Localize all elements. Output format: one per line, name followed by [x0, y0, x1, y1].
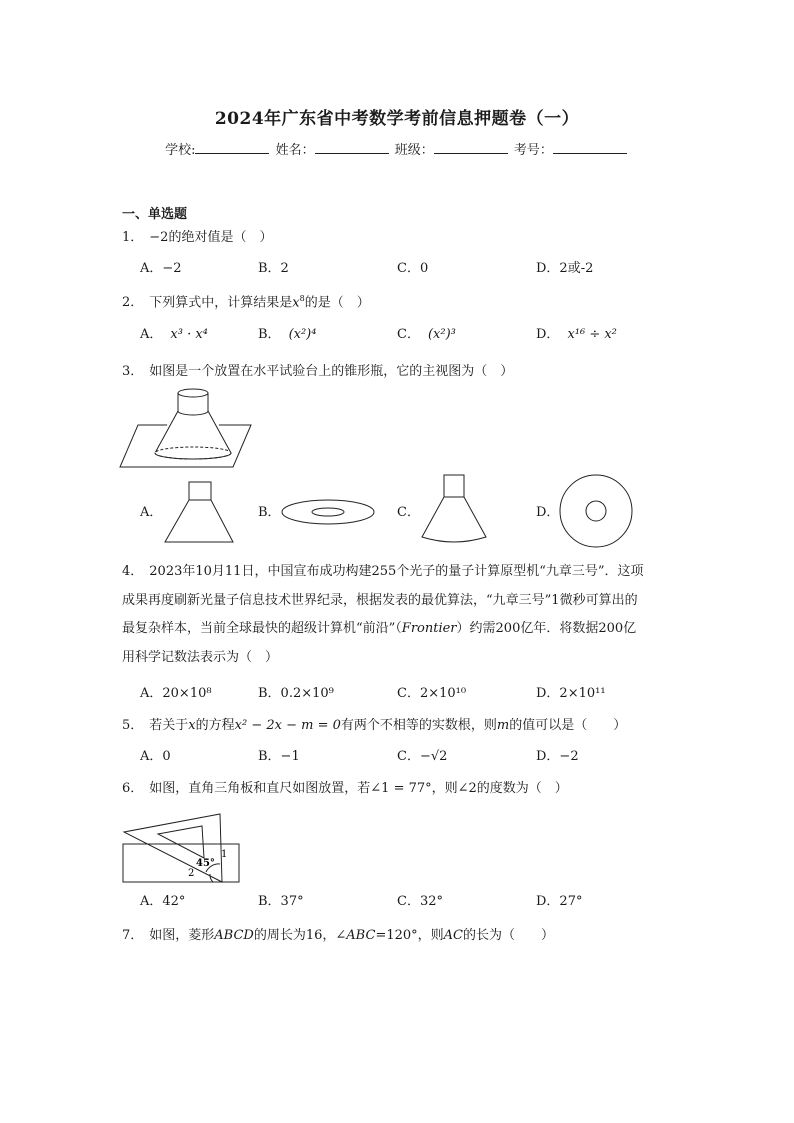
- question-text: 最复杂样本，当前全球最快的超级计算机“前沿”（: [122, 621, 402, 636]
- math-var: AC: [443, 928, 463, 943]
- q4-option-a[interactable]: A．20×10⁸: [140, 686, 212, 701]
- question-text: 2023年10月11日，中国宣布成功构建255个光子的量子计算原型机“九章三号”．这项: [149, 564, 644, 579]
- q2-option-d[interactable]: [536, 325, 617, 345]
- angle-2-label: 2: [188, 868, 195, 879]
- question-number: 4．: [122, 564, 144, 579]
- option-letter: C．: [397, 327, 420, 342]
- question-text: 如图，直角三角板和直尺如图放置，若∠1 = 77°，则∠2的度数为（ ）: [149, 781, 568, 796]
- page-title: 2024年广东省中考数学考前信息押题卷（一）: [214, 109, 580, 129]
- question-3: [122, 362, 513, 382]
- option-letter: B．: [258, 327, 281, 342]
- q3-option-b[interactable]: B．: [258, 505, 281, 520]
- option-c-sector-figure[interactable]: [418, 473, 490, 545]
- q3-option-a[interactable]: A．: [140, 505, 163, 520]
- math-var: x: [188, 718, 196, 733]
- q6-option-b[interactable]: B．37°: [258, 894, 304, 909]
- q4-option-c[interactable]: C．2×10¹⁰: [397, 686, 467, 701]
- q1-option-a[interactable]: A．−2: [140, 261, 182, 276]
- question-text: 的方程: [195, 718, 235, 733]
- school-blank[interactable]: [195, 141, 269, 154]
- q4-option-d[interactable]: D．2×10¹¹: [536, 686, 606, 701]
- question-1: [122, 228, 272, 248]
- question-number: 5．: [122, 718, 144, 733]
- q1-option-b[interactable]: B．2: [258, 261, 289, 276]
- math-exponent: 8: [299, 294, 305, 303]
- q5-option-b[interactable]: B．−1: [258, 749, 300, 764]
- question-text: ）约需200亿年．将数据200亿: [456, 621, 637, 636]
- q3-option-d[interactable]: D．: [536, 505, 560, 520]
- q2-option-a[interactable]: [140, 325, 208, 345]
- question-text-italic: Frontier: [401, 621, 457, 636]
- question-number: 6．: [122, 781, 144, 796]
- q1-option-c[interactable]: C．0: [397, 261, 429, 276]
- question-2: [122, 289, 370, 313]
- question-text: =120°，则: [375, 928, 444, 943]
- question-text: 下列算式中，计算结果是: [149, 295, 293, 311]
- class-blank[interactable]: [434, 141, 508, 154]
- question-text: 若关于: [149, 718, 189, 733]
- question-text: 的是（ ）: [304, 295, 370, 311]
- question-number: 1．: [122, 230, 144, 245]
- exam-no-label: 考号：: [513, 143, 553, 158]
- section-title: 一、单选题: [122, 207, 188, 222]
- question-number: 2．: [122, 295, 144, 311]
- math-equation: x² − 2x − m = 0: [234, 718, 341, 733]
- math-var: ABC: [346, 928, 376, 943]
- math-var: ABCD: [214, 928, 254, 943]
- question-7: [122, 926, 554, 946]
- question-text: 用科学记数法表示为（ ）: [122, 649, 279, 665]
- student-info-line: [0, 139, 794, 158]
- question-text: 的值可以是（ ）: [509, 718, 627, 733]
- q6-option-a[interactable]: A．42°: [140, 894, 186, 909]
- q5-option-c[interactable]: C．−√2: [397, 749, 448, 764]
- question-5: [122, 716, 626, 736]
- option-a-trapezoid-figure[interactable]: [163, 480, 235, 544]
- question-text: 的周长为16，∠: [253, 928, 347, 943]
- q2-option-c[interactable]: [397, 325, 456, 345]
- q4-option-b[interactable]: B．0.2×10⁹: [258, 686, 334, 701]
- q5-option-d[interactable]: D．−2: [536, 749, 579, 764]
- q6-option-c[interactable]: C．32°: [397, 894, 443, 909]
- question-number: 3．: [122, 364, 144, 379]
- school-label: 学校:: [165, 143, 196, 158]
- q6-option-d[interactable]: D．27°: [536, 894, 583, 909]
- question-text: 有两个不相等的实数根，则: [340, 718, 497, 733]
- question-number: 7．: [122, 928, 144, 943]
- option-expr: (x²)⁴: [288, 327, 317, 342]
- q2-option-b[interactable]: [258, 325, 316, 345]
- option-letter: D．: [536, 327, 560, 342]
- question-text: −2的绝对值是（ ）: [149, 230, 273, 245]
- option-b-ellipse-figure[interactable]: [280, 496, 376, 528]
- option-d-ring-figure[interactable]: [558, 473, 634, 549]
- name-blank[interactable]: [315, 141, 389, 154]
- triangle-ruler-figure: [120, 812, 242, 884]
- name-label: 姓名：: [275, 143, 315, 158]
- option-letter: A．: [140, 327, 163, 342]
- q1-option-d[interactable]: D．2或-2: [536, 261, 594, 276]
- q5-option-a[interactable]: A．0: [140, 749, 171, 764]
- angle-1-label: 1: [221, 849, 228, 860]
- question-text: 如图是一个放置在水平试验台上的锥形瓶，它的主视图为（ ）: [149, 364, 514, 379]
- question-4: [122, 558, 682, 672]
- question-6: [122, 779, 568, 799]
- option-expr: x¹⁶ ÷ x²: [567, 327, 617, 342]
- question-text: 成果再度刷新光量子信息技术世界纪录，根据发表的最优算法，“九章三号”1微秒可算出的: [122, 592, 638, 608]
- q3-option-c[interactable]: C．: [397, 505, 420, 520]
- conical-flask-figure: [118, 385, 253, 471]
- angle-45-label: 45°: [196, 858, 215, 869]
- math-var: x: [292, 295, 300, 311]
- question-text: 的长为（ ）: [463, 928, 555, 943]
- math-var: m: [496, 718, 510, 733]
- option-expr: (x²)³: [427, 327, 456, 342]
- option-expr: x³ · x⁴: [170, 327, 208, 342]
- exam-no-blank[interactable]: [553, 141, 627, 154]
- question-text: 如图，菱形: [149, 928, 215, 943]
- class-label: 班级：: [394, 143, 434, 158]
